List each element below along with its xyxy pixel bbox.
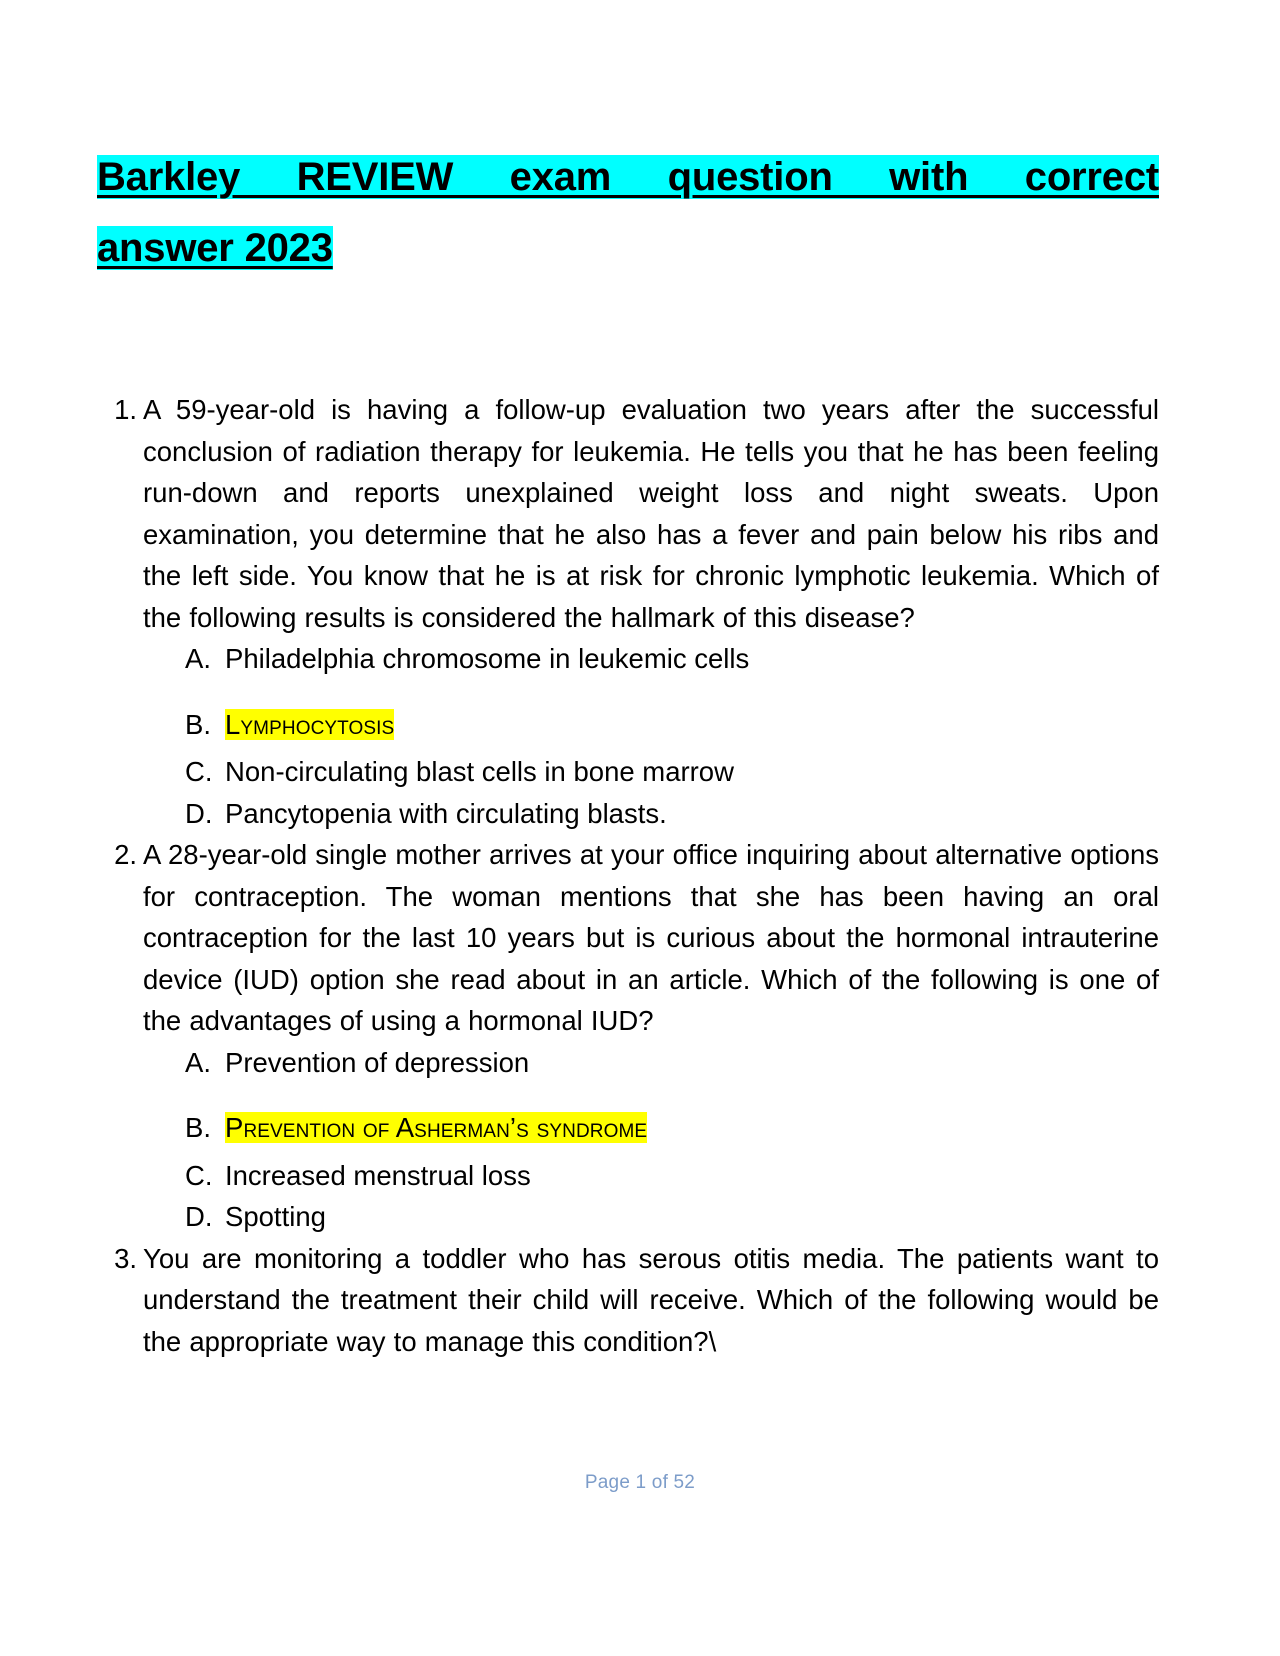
option-item-c[interactable] [185,1155,1159,1197]
question-number: 2. [114,839,137,871]
option-text: Prevention of depression [225,1046,530,1078]
option-letter: A. [185,643,211,675]
question-item [97,834,1159,1238]
option-letter: D. [185,797,213,829]
option-list [143,638,1159,834]
option-item-b[interactable] [185,704,1159,746]
question-list [97,389,1159,1362]
option-letter: B. [185,1112,211,1144]
option-text-highlighted: Prevention of Asherman’s syndrome [225,1112,648,1144]
option-letter: B. [185,708,211,740]
title-highlight-1: Barkley REVIEW exam question with correct [97,155,1159,199]
question-text: A 59-year-old is having a follow-up evaluation two years after the successful conclusion of radiation therapy for leukemia. He tells you that he has been feeling run-down and reports unexplained weight loss and night sweats. Upon examination, you determine that he also has a fever and pain below his ribs and the left side. You know that he is at risk for chronic lymphotic leukemia. Which of the following results is considered the hallmark of this disease? [143,394,1159,633]
page-title-line-1 [97,142,1159,213]
option-item-a[interactable] [185,1042,1159,1084]
question-number: 1. [114,394,137,426]
title-highlight-2: answer 2023 [97,226,333,271]
option-text: Non-circulating blast cells in bone marrow [225,756,734,788]
option-letter: D. [185,1201,213,1233]
option-letter: C. [185,1159,213,1191]
page-title-line-2 [97,213,1159,284]
option-letter: A. [185,1046,211,1078]
option-text-highlighted: Lymphocytosis [225,708,395,740]
question-text: You are monitoring a toddler who has serous otitis media. The patients want to understand the treatment their child will receive. Which of the following would be the appropriate way to manage this condition?\ [143,1242,1159,1357]
page-number-label: Page 1 of 52 [584,1472,696,1493]
option-item-c[interactable] [185,751,1159,793]
question-number: 3. [114,1242,137,1274]
option-item-b[interactable] [185,1107,1159,1149]
option-list [143,1042,1159,1238]
question-item [97,389,1159,834]
option-item-a[interactable] [185,638,1159,680]
question-item [97,1238,1159,1363]
page-footer [0,1472,1280,1494]
option-item-d[interactable] [185,793,1159,835]
page-title [97,0,1159,284]
option-text: Pancytopenia with circulating blasts. [225,797,667,829]
question-text: A 28-year-old single mother arrives at your office inquiring about alternative options for contraception. The woman mentions that she has been having an oral contraception for the last 10 years but is curious about the hormonal intrauterine device (IUD) option she read about in an article. Which of the following is one of the advantages of using a hormonal IUD? [143,839,1159,1037]
option-item-d[interactable] [185,1196,1159,1238]
page-content [97,0,1159,1362]
option-letter: C. [185,756,213,788]
option-text: Increased menstrual loss [225,1159,531,1191]
option-text: Spotting [225,1201,326,1233]
option-text: Philadelphia chromosome in leukemic cells [225,643,750,675]
